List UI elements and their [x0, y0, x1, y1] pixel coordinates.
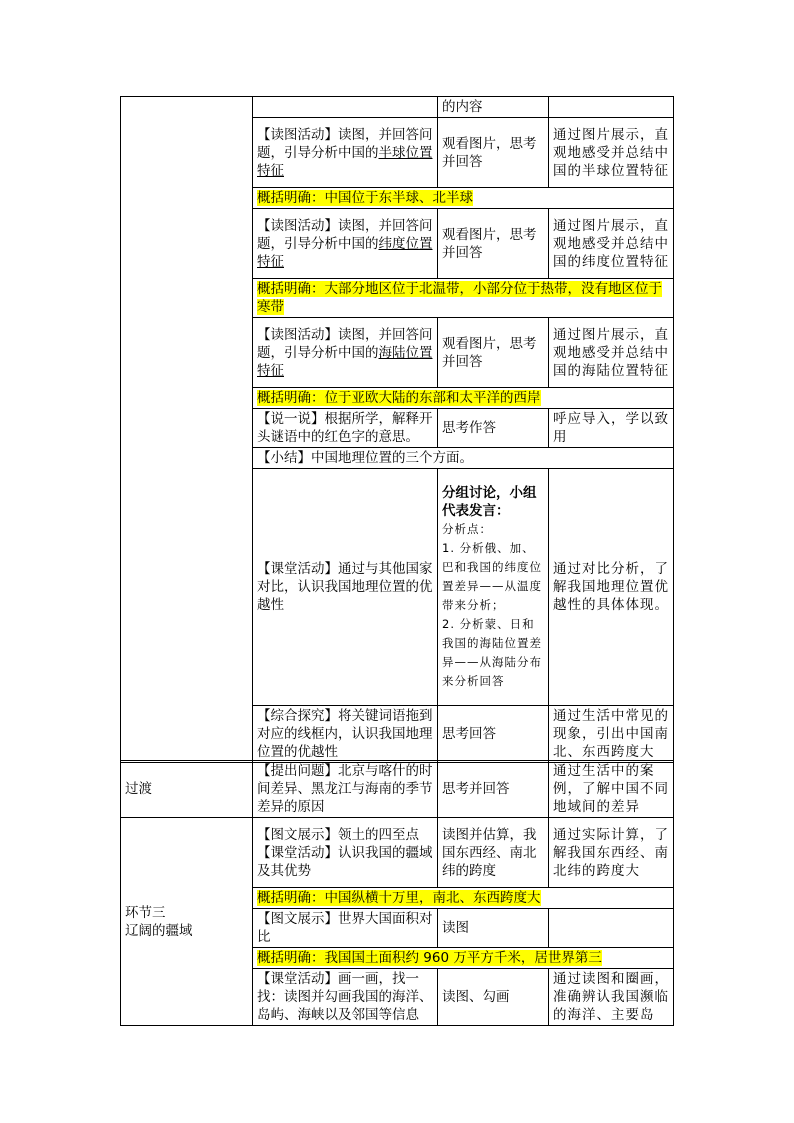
teacher-cell — [253, 318, 438, 388]
teacher-text: 【读图活动】读图，并回答问题，引导分析中国的 — [257, 217, 433, 252]
summary-cell — [253, 279, 674, 318]
teacher-text: 【读图活动】读图，并回答问题，引导分析中国的 — [257, 326, 433, 361]
summary-cell — [253, 188, 674, 209]
summary-cell — [253, 888, 674, 909]
design-cell: 通过读图和圈画，准确辨认我国濒临的海洋、主要岛 — [549, 969, 674, 1026]
design-cell: 通过图片展示，直观地感受并总结中国的纬度位置特征 — [549, 209, 674, 279]
student-cell: 观看图片，思考并回答 — [438, 318, 549, 388]
teacher-emphasis: 纬度位置特征 — [257, 235, 433, 270]
teacher-cell: 【图文展示】世界大国面积对比 — [253, 909, 438, 948]
student-cell: 读图 — [438, 909, 549, 948]
design-cell — [549, 97, 674, 118]
design-cell: 通过对比分析，了解我国地理位置优越性的具体体现。 — [549, 469, 674, 706]
student-cell: 思考并回答 — [438, 761, 549, 818]
summary-highlight: 概括明确：中国纵横十万里，南北、东西跨度大 — [257, 890, 541, 906]
stage-cell-empty — [121, 97, 253, 763]
teacher-cell: 【课堂活动】画一画，找一找：读图并勾画我国的海洋、岛屿、海峡以及邻国等信息 — [253, 969, 438, 1026]
teacher-emphasis: 海陆位置特征 — [257, 344, 433, 379]
teacher-cell: 【说一说】根据所学，解释开头谜语中的红色字的意思。 — [253, 409, 438, 448]
student-cell: 读图、勾画 — [438, 969, 549, 1026]
stage-cell: 过渡 — [121, 761, 253, 818]
design-cell: 通过生活中的案例，了解中国不同地域间的差异 — [549, 761, 674, 818]
teacher-cell: 【图文展示】领土的四至点 【课堂活动】认识我国的疆域及其优势 — [253, 818, 438, 888]
summary-highlight: 概括明确：大部分地区位于北温带，小部分位于热带，没有地区位于寒带 — [257, 281, 662, 315]
summary-cell: 【小结】中国地理位置的三个方面。 — [253, 448, 674, 469]
student-cell: 观看图片，思考并回答 — [438, 118, 549, 188]
teacher-cell — [253, 118, 438, 188]
student-cell: 思考回答 — [438, 706, 549, 763]
student-cell: 思考作答 — [438, 409, 549, 448]
design-cell: 通过图片展示，直观地感受并总结中国的半球位置特征 — [549, 118, 674, 188]
summary-cell — [253, 948, 674, 969]
teacher-cell — [253, 209, 438, 279]
summary-highlight: 概括明确：中国位于东半球、北半球 — [257, 190, 473, 206]
stage-cell: 环节三 辽阔的疆域 — [121, 818, 253, 1026]
student-cell: 读图并估算，我国东西经、南北纬的跨度 — [438, 818, 549, 888]
teacher-cell: 【提出问题】北京与喀什的时间差异、黑龙江与海南的季节差异的原因 — [253, 761, 438, 818]
design-cell — [549, 909, 674, 948]
table-row — [121, 818, 674, 888]
table-row — [121, 97, 674, 118]
design-cell: 通过实际计算，了解我国东西经、南北纬的跨度大 — [549, 818, 674, 888]
lesson-plan-table-lower — [120, 760, 674, 1026]
table-row — [121, 761, 674, 818]
design-cell: 通过图片展示，直观地感受并总结中国的海陆位置特征 — [549, 318, 674, 388]
design-cell: 呼应导入，学以致用 — [549, 409, 674, 448]
student-discussion-title: 分组讨论，小组代表发言： — [442, 484, 537, 519]
teacher-cell — [253, 97, 438, 118]
teacher-cell: 【综合探究】将关键词语拖到对应的线框内，认识我国地理位置的优越性 — [253, 706, 438, 763]
student-cell: 的内容 — [438, 97, 549, 118]
design-cell: 通过生活中常见的现象，引出中国南北、东西跨度大 — [549, 706, 674, 763]
summary-cell — [253, 388, 674, 409]
teacher-emphasis: 半球位置特征 — [257, 144, 433, 179]
student-cell: 观看图片，思考并回答 — [438, 209, 549, 279]
teacher-text: 【读图活动】读图，并回答问题，引导分析中国的 — [257, 126, 433, 161]
teacher-cell: 【课堂活动】通过与其他国家对比，认识我国地理位置的优越性 — [253, 469, 438, 706]
student-discussion-body: 分析点： 1. 分析俄、加、巴和我国的纬度位置差异——从温度带来分析； 2. 分析蒙、日和我国的海陆位置差异——从海陆分布来分析回答 — [442, 521, 542, 688]
summary-highlight: 概括明确：我国国土面积约 960 万平方千米，居世界第三 — [257, 950, 602, 966]
summary-highlight: 概括明确：位于亚欧大陆的东部和太平洋的西岸 — [257, 390, 541, 406]
lesson-plan-table — [120, 96, 674, 763]
student-cell — [438, 469, 549, 706]
